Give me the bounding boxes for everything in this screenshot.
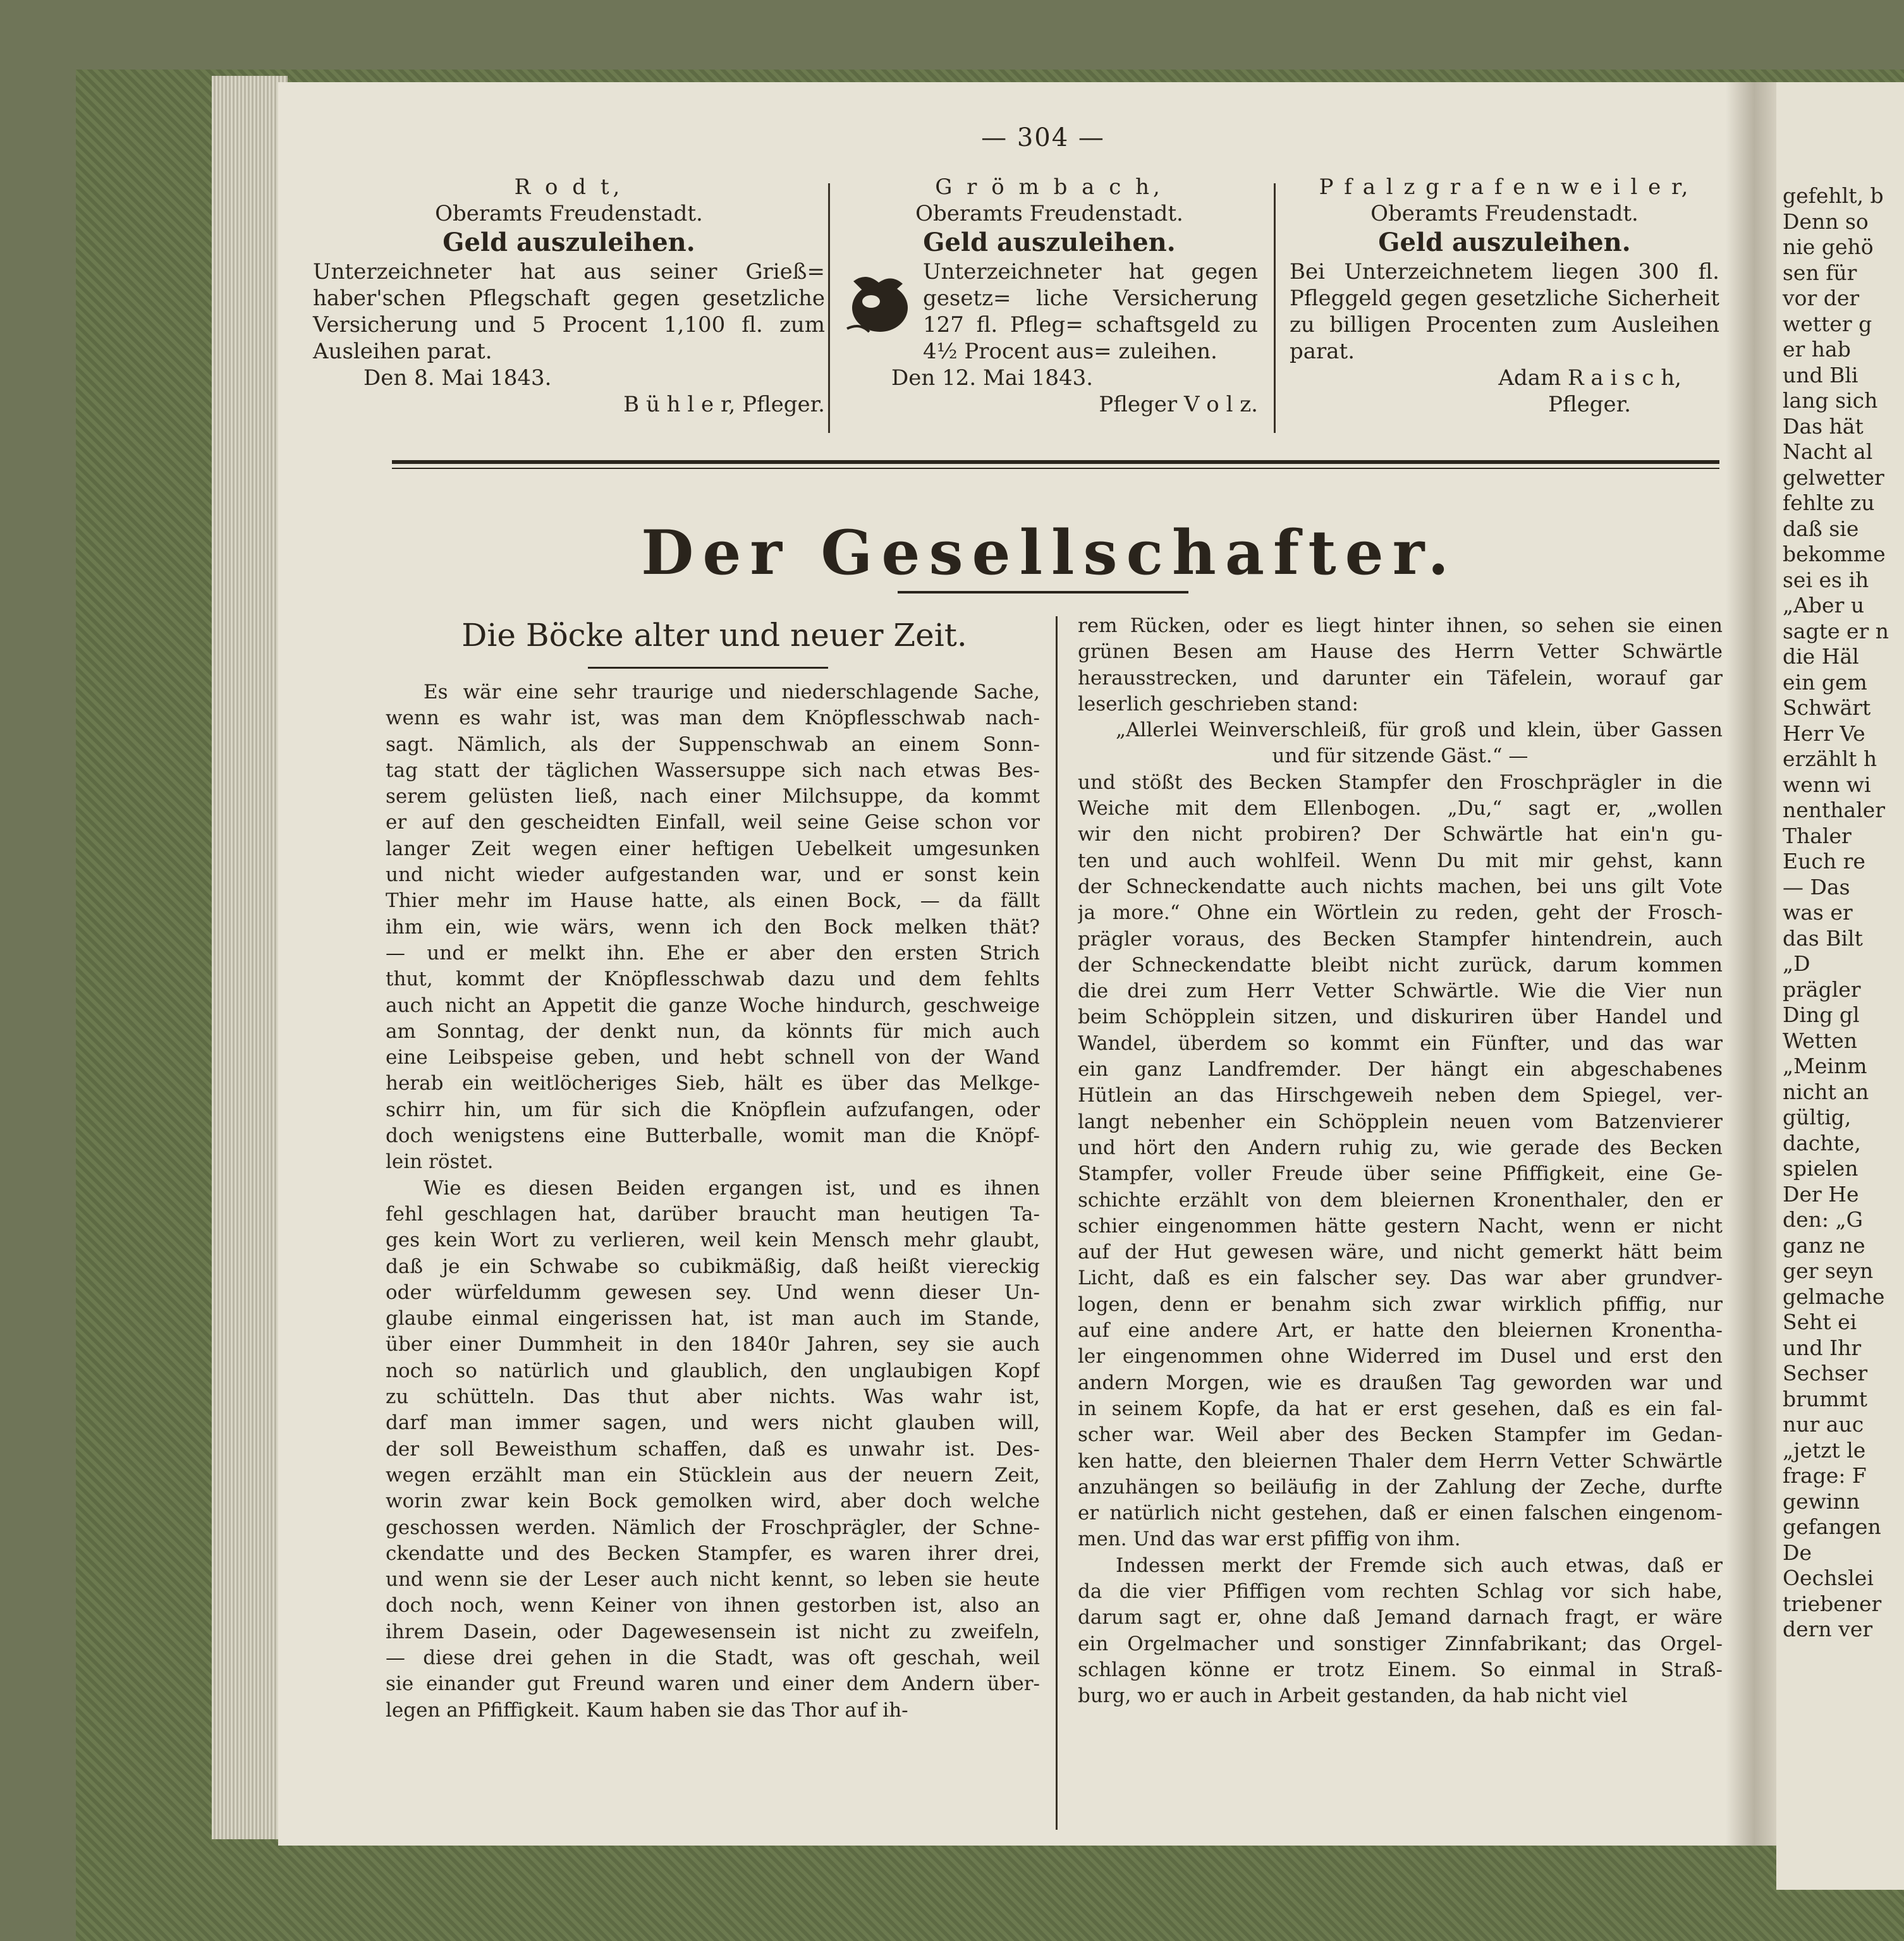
facing-page-line: Seht ei [1783, 1310, 1857, 1334]
ad-signature-name: Adam R a i s c h, [1498, 365, 1681, 391]
text-line: Licht, daß es ein falscher sey. Das war aber grundver- [1078, 1267, 1723, 1290]
article-right-column [1078, 613, 1723, 1709]
ad-date: Den 12. Mai 1843. [891, 365, 1094, 391]
text-line: und stößt des Becken Stampfer den Froschprägler in die [1078, 770, 1723, 794]
text-line: — diese drei gehen in die Stadt, was oft geschah, weil [386, 1646, 1040, 1669]
facing-page-line: Nacht al [1783, 439, 1873, 464]
facing-page-line: nie gehö [1783, 234, 1874, 259]
text-line: leserlich geschrieben stand: [1078, 692, 1358, 715]
text-line: andern Morgen, wie es draußen Tag geworden war und [1078, 1371, 1723, 1394]
text-line: — und er melkt ihn. Ehe er aber den ersten Strich [386, 941, 1040, 964]
facing-page-line: prägler [1783, 977, 1861, 1002]
page-number: — 304 — [981, 123, 1105, 152]
ad-district: Oberamts Freudenstadt. [915, 201, 1183, 226]
text-line: ein Orgelmacher und sonstiger Zinnfabrikant; das Orgel- [1078, 1632, 1723, 1655]
text-line: wegen erzählt man ein Stücklein aus der neuern Zeit, [386, 1463, 1040, 1487]
facing-page-line: den: „G [1783, 1207, 1863, 1232]
text-line: rem Rücken, oder es liegt hinter ihnen, so sehen sie einen [1078, 614, 1723, 637]
facing-page-line: „D [1783, 951, 1810, 976]
text-line: auf der Hut gewesen wäre, und nicht gemerkt hätt beim [1078, 1241, 1723, 1264]
ad-district: Oberamts Freudenstadt. [1370, 201, 1639, 226]
facing-page-line: „jetzt le [1783, 1437, 1866, 1463]
text-line: geschossen werden. Nämlich der Froschprägler, der Schne- [386, 1516, 1040, 1539]
facing-page-line: gültig, [1783, 1105, 1852, 1129]
text-line: herab ein weitlöcheriges Sieb, hält es über das Melkge- [386, 1072, 1040, 1095]
text-line: er auf den gescheidten Einfall, weil seine Geise schon vor [386, 811, 1040, 834]
facing-page-line: Der He [1783, 1181, 1859, 1207]
text-line: burg, wo er auch in Arbeit gestanden, da hab nicht viel [1078, 1684, 1628, 1708]
ad-district: Oberamts Freudenstadt. [435, 201, 703, 226]
text-line: doch wenigstens eine Butterballe, womit man die Knöpf- [386, 1124, 1040, 1148]
text-line: darum sagt er, ohne daß Jemand darnach fragt, er wäre [1078, 1606, 1723, 1629]
facing-page-line: ganz ne [1783, 1232, 1865, 1258]
ad-signature: Pfleger V o l z. [1099, 392, 1258, 417]
facing-page-line: er hab [1783, 337, 1851, 362]
text-line: prägler voraus, des Becken Stampfer hintendrein, auch [1078, 927, 1723, 951]
text-line: fehl geschlagen hat, darüber braucht man heutigen Ta- [386, 1202, 1040, 1226]
text-line: und nicht wieder aufgestanden war, und er sonst kein [386, 863, 1040, 887]
text-line: ten und auch wohlfeil. Wenn Du mit mir gehst, kann [1078, 849, 1723, 872]
text-line: „Allerlei Weinverschleiß, für groß und klein, über Gassen [1116, 719, 1723, 742]
text-line: ken hatte, den bleiernen Thaler dem Herrn Vetter Schwärtle [1078, 1449, 1723, 1473]
text-line: langt nebenher ein Schöpplein neuen vom Batzenvierer [1078, 1110, 1723, 1133]
money-bag-vignette [841, 269, 913, 338]
text-line: schier eingenommen hätte gestern Nacht, wenn er nicht [1078, 1214, 1723, 1238]
facing-page-line: wetter g [1783, 311, 1872, 336]
text-line: darf man immer sagen, und wers nicht glauben will, [386, 1411, 1040, 1435]
facing-page-line: Denn so [1783, 209, 1869, 234]
ad-pfalzgrafenweiler [1290, 174, 1719, 418]
text-line: sagt. Nämlich, als der Suppenschwab an einem Sonn- [386, 733, 1040, 756]
ad-place: P f a l z g r a f e n w e i l e r, [1319, 174, 1690, 200]
facing-page-line: „Meinm [1783, 1054, 1867, 1078]
facing-page-line: die Häl [1783, 644, 1859, 669]
ad-date: Den 8. Mai 1843. [363, 365, 552, 391]
text-line: anzuhängen so beiläufig in der Zahlung der Zeche, durfte [1078, 1475, 1723, 1499]
text-line: Thier mehr im Hause hatte, als einen Bock, — da fällt [386, 889, 1040, 913]
facing-page-line: vor der [1783, 286, 1860, 310]
masthead-underline [898, 591, 1188, 593]
facing-page-line: erzählt h [1783, 746, 1877, 771]
facing-page-line: dern ver [1783, 1617, 1873, 1641]
facing-page-line: und Bli [1783, 362, 1858, 387]
text-line: grünen Besen am Hause des Herrn Vetter Schwärtle [1078, 640, 1723, 664]
ad-heading: Geld auszuleihen. [442, 228, 695, 257]
facing-page-line: „Aber u [1783, 593, 1865, 618]
text-line: schichte erzählt von dem bleiernen Kronenthaler, den er [1078, 1188, 1723, 1212]
text-line: sie einander gut Freund waren und einer dem Andern über- [386, 1672, 1040, 1696]
text-line: oder würfeldumm gewesen sey. Und wenn dieser Un- [386, 1281, 1040, 1304]
text-line: logen, denn er benahm sich zwar wirklich pfiffig, nur [1078, 1293, 1723, 1316]
text-line: schlagen könne er trotz Einem. So einmal in Straß- [1078, 1658, 1723, 1681]
facing-page [1776, 82, 1904, 1890]
text-line: glaube einmal eingerissen hat, ist man auch im Stande, [386, 1307, 1040, 1330]
text-line: er natürlich nicht gestehen, daß er einen falschen eingenom- [1078, 1502, 1723, 1525]
facing-page-line: Oechslei [1783, 1566, 1874, 1590]
text-line: ein ganz Landfremder. Der hängt ein abgeschabenes [1078, 1058, 1723, 1081]
text-line: auch nicht an Appetit die ganze Woche hindurch, geschweige [386, 994, 1040, 1017]
facing-page-line: dachte, [1783, 1130, 1861, 1155]
facing-page-line: brummt [1783, 1386, 1867, 1411]
text-line: über einer Dummheit in den 1840r Jahren, sey sie auch [386, 1333, 1040, 1356]
facing-page-line: gelmache [1783, 1284, 1885, 1309]
text-line: Wie es diesen Beiden ergangen ist, und es ihnen [424, 1176, 1040, 1200]
text-line: auf eine andere Art, er hatte den bleiernen Kronentha- [1078, 1319, 1723, 1342]
page-edges [212, 76, 288, 1839]
ad-rodt [313, 174, 825, 418]
text-line: herausstrecken, und darunter ein Täfelein, worauf gar [1078, 666, 1723, 690]
text-line: in seinem Kopfe, da hat er erst gesehen, daß es ein fal- [1078, 1397, 1723, 1420]
text-line: serem gelüsten ließ, nach einer Milchsuppe, da kommt [386, 785, 1040, 808]
facing-page-line: fehlte zu [1783, 490, 1875, 515]
text-line: thut, kommt der Knöpflesschwab dazu und dem fehlts [386, 968, 1040, 991]
text-line: da die vier Pfiffigen vom rechten Schlag vor sich habe, [1078, 1579, 1723, 1603]
facing-page-line: ein gem [1783, 669, 1867, 695]
facing-page-line: nicht an [1783, 1079, 1869, 1104]
article-title-rule [588, 667, 828, 669]
facing-page-line: bekomme [1783, 542, 1886, 566]
ad-place: G r ö m b a c h, [935, 174, 1164, 200]
facing-page-line: nur auc [1783, 1412, 1864, 1437]
text-line: und hört den Andern ruhig zu, wie gerade des Becken [1078, 1136, 1723, 1159]
text-line: Es wär eine sehr traurige und niederschlagende Sache, [424, 681, 1040, 703]
facing-page-line: Sechser [1783, 1361, 1868, 1385]
text-line: ihm ein, wie wärs, wenn ich den Bock melken thät? [386, 915, 1040, 939]
facing-page-line: lang sich [1783, 388, 1878, 413]
text-line: die drei zum Herr Vetter Schwärtle. Wie die Vier nun [1078, 980, 1723, 1003]
text-line: tag statt der täglichen Wassersuppe sich nach etwas Bes- [386, 758, 1040, 782]
text-line: der Schneckendatte bleibt nicht zurück, darum kommen [1078, 953, 1723, 977]
ad-heading: Geld auszuleihen. [1378, 228, 1631, 257]
section-rule [392, 460, 1719, 464]
section-rule-thin [392, 468, 1719, 469]
text-line: doch noch, wenn Keiner von ihnen gestorben ist, also an [386, 1594, 1040, 1617]
text-line: ler eingenommen ohne Widerred im Dusel und erst den [1078, 1345, 1723, 1368]
facing-page-line: sagte er n [1783, 618, 1889, 643]
ad-heading: Geld auszuleihen. [923, 228, 1176, 257]
ad-divider [1274, 183, 1276, 433]
text-line: eine Leibspeise geben, und hebt schnell von der Wand [386, 1046, 1040, 1069]
facing-page-line: triebener [1783, 1591, 1882, 1616]
facing-page-line: sei es ih [1783, 567, 1869, 592]
article-left-column [386, 679, 1040, 1724]
text-line: Stampfer, voller Freude über seine Pfiffigkeit, eine Ge- [1078, 1162, 1723, 1186]
ad-body: Bei Unterzeichnetem liegen 300 fl. Pfleggeld gegen gesetzliche Sicherheit zu billigen Procenten zum Ausleihen parat. [1290, 259, 1719, 364]
text-line: ja more.“ Ohne ein Wörtlein zu reden, geht der Frosch- [1078, 901, 1723, 925]
text-line: noch so natürlich und glaublich, den unglaubigen Kopf [386, 1359, 1040, 1382]
text-line: ihrem Dasein, oder Dagewesensein ist nicht zu zweifeln, [386, 1620, 1040, 1643]
facing-page-line: gefangen [1783, 1514, 1881, 1539]
facing-page-line: daß sie [1783, 516, 1859, 541]
facing-page-line: gewinn [1783, 1488, 1860, 1514]
ad-signature-role: Pfleger. [1548, 392, 1631, 417]
text-line: am Sonntag, der denkt nun, da könnts für mich auch [386, 1019, 1040, 1043]
ad-signature: B ü h l e r, Pfleger. [623, 392, 825, 417]
text-line: der Schneckendatte auch nichts machen, bei uns gilt Vote [1078, 875, 1723, 898]
text-line: ges kein Wort zu verlieren, weil kein Mensch mehr glaubt, [386, 1229, 1040, 1252]
ad-body: Unterzeichneter hat aus seiner Grieß= haber'schen Pflegschaft gegen gesetzliche Versicherung und 5 Procent 1,100 fl. zum Ausleihen parat. [313, 259, 825, 364]
text-line: und wenn sie der Leser auch nicht kennt, so leben sie heute [386, 1568, 1040, 1591]
facing-page-line: Ding gl [1783, 1002, 1860, 1027]
text-line: wir den nicht probiren? Der Schwärtle hat ein'n gu- [1078, 823, 1723, 846]
text-line: lein röstet. [386, 1150, 494, 1174]
text-line: men. Und das war erst pfiffig von ihm. [1078, 1528, 1461, 1551]
facing-page-line: sen für [1783, 260, 1857, 285]
column-rule [1056, 616, 1058, 1830]
ad-body: Unterzeichneter hat gegen gesetz= liche Versicherung 127 fl. Pfleg= schaftsgeld zu 4½ Procent aus= zuleihen. [923, 259, 1258, 364]
facing-page-line: Thaler [1783, 823, 1852, 848]
text-line: legen an Pfiffigkeit. Kaum haben sie das Thor auf ih- [386, 1698, 908, 1722]
text-line: Indessen merkt der Fremde sich auch etwas, daß er [1116, 1554, 1723, 1577]
text-line: daß je ein Schwabe so cubikmäßig, daß heißt viereckig [386, 1255, 1040, 1278]
facing-page-line: Schwärt [1783, 695, 1871, 720]
facing-page-line: und Ihr [1783, 1335, 1862, 1360]
facing-page-line: gefehlt, b [1783, 183, 1884, 208]
text-line: der soll Beweisthum schaffen, daß es unwahr ist. Des- [386, 1437, 1040, 1461]
text-line: Hütlein an das Hirschgeweih neben dem Spiegel, ver- [1078, 1084, 1723, 1107]
facing-page-line: nenthaler [1783, 798, 1886, 822]
text-line: worin zwar kein Bock gemolken wird, aber doch welche [386, 1490, 1040, 1513]
text-line: schirr hin, um für sich die Knöpflein aufzufangen, oder [386, 1098, 1040, 1121]
facing-page-line: Euch re [1783, 849, 1865, 873]
text-line: und für sitzende Gäst.“ — [1272, 745, 1529, 768]
book-gutter [1726, 82, 1783, 1846]
text-line: langer Zeit wegen einer heftigen Uebelkeit umgesunken [386, 837, 1040, 860]
facing-page-line: gelwetter [1783, 465, 1884, 490]
masthead: Der Gesellschafter. [641, 517, 1458, 588]
text-line: beim Schöpplein sitzen, und diskuriren über Handel und [1078, 1006, 1723, 1029]
facing-page-line: was er [1783, 900, 1853, 925]
text-line: ckendatte und des Becken Stampfer, es waren ihrer drei, [386, 1542, 1040, 1565]
facing-page-line: De [1783, 1540, 1812, 1565]
text-line: zu schütteln. Das thut aber nichts. Was wahr ist, [386, 1385, 1040, 1409]
facing-page-line: wenn wi [1783, 772, 1871, 797]
facing-page-line: das Bilt [1783, 925, 1863, 951]
facing-page-line: Wetten [1783, 1028, 1858, 1053]
ad-divider [828, 183, 830, 433]
facing-page-line: frage: F [1783, 1463, 1867, 1488]
text-line: Wandel, überdem so kommt ein Fünfter, und das war [1078, 1031, 1723, 1055]
facing-page-line: Herr Ve [1783, 721, 1865, 746]
facing-page-line: Das hät [1783, 413, 1864, 439]
text-line: wenn es wahr ist, was man dem Knöpflesschwab nach- [386, 707, 1040, 730]
facing-page-line: — Das [1783, 874, 1850, 899]
text-line: scher war. Weil aber des Becken Stampfer im Gedan- [1078, 1423, 1723, 1447]
facing-page-fragments [1776, 183, 1889, 1643]
text-line: Weiche mit dem Ellenbogen. „Du,“ sagt er, „wollen [1078, 797, 1723, 820]
ad-place: R o d t, [514, 174, 624, 200]
facing-page-line: spielen [1783, 1156, 1858, 1181]
article-title: Die Böcke alter und neuer Zeit. [461, 617, 967, 654]
facing-page-line: ger seyn [1783, 1258, 1874, 1283]
